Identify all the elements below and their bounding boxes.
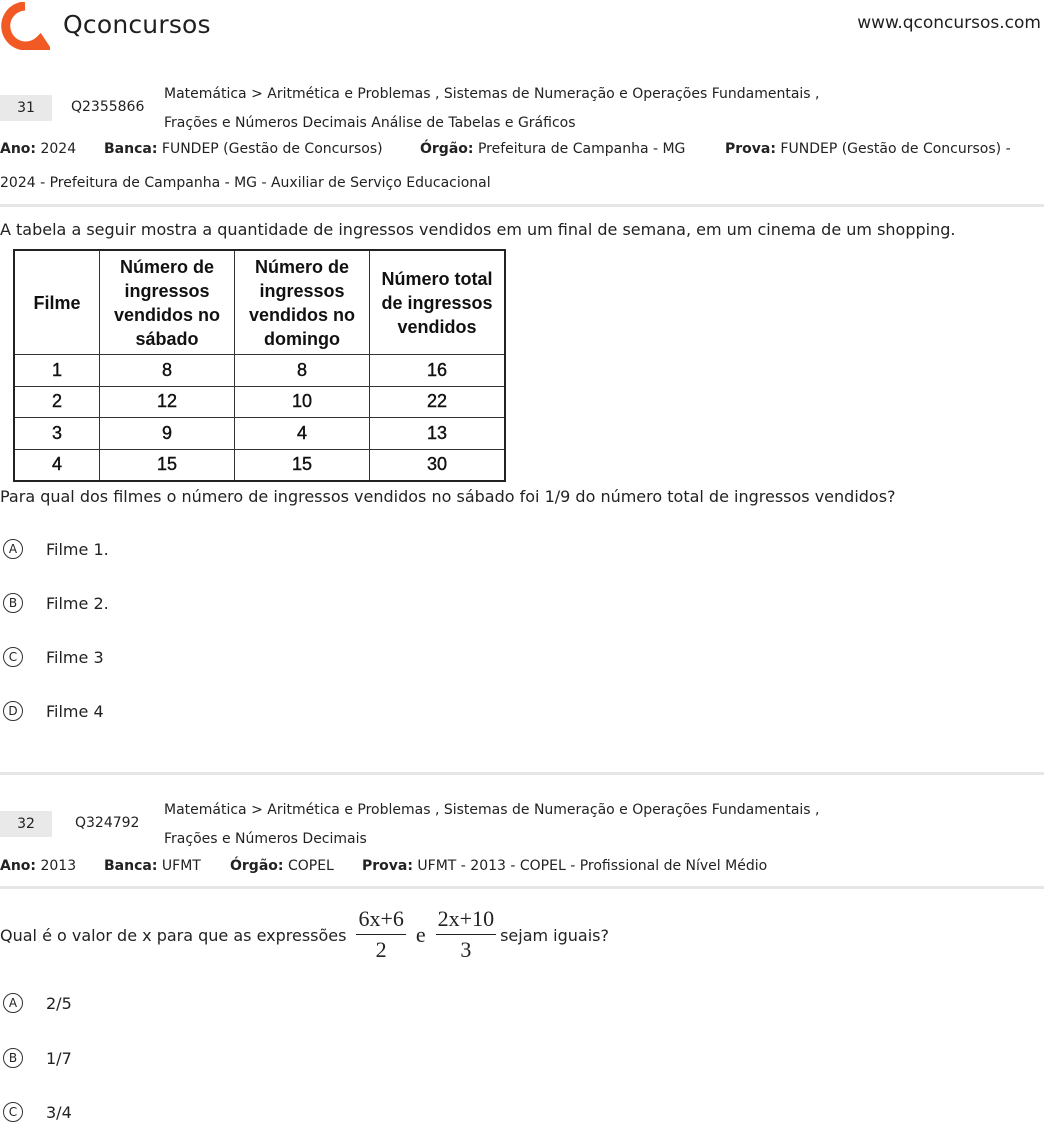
ano-value: 2024 [40,141,77,157]
ano-label: Ano: [0,141,37,157]
table-row [14,355,505,386]
table-cell: 3 [14,418,100,449]
divider [0,886,1044,889]
option-letter[interactable]: A [3,993,23,1013]
question-text-end: sejam iguais? [500,925,609,945]
banca-label: Banca: [104,858,158,874]
expression-2-denominator: 3 [460,936,472,962]
option-text[interactable]: 3/4 [46,1102,72,1122]
subject-line-2: Frações e Números Decimais Análise de Tabelas e Gráficos [164,115,576,131]
table-cell: 22 [370,386,506,417]
site-url[interactable]: www.qconcursos.com [857,13,1041,33]
question-id[interactable]: Q324792 [75,815,140,831]
expression-2-numerator: 2x+10 [436,906,496,935]
expression-2 [436,906,496,965]
table-cell: 2 [14,386,100,417]
question-subject [164,80,819,138]
subject-line-1: Matemática > Aritmética e Problemas , Sistemas de Numeração e Operações Fundamentais , [164,802,820,818]
prova-meta [725,141,1011,157]
prova-value-continued[interactable]: 2024 - Prefeitura de Campanha - MG - Auxiliar de Serviço Educacional [0,175,491,191]
table-header-cell: Número de ingressos vendidos no domingo [235,250,370,355]
option-text[interactable]: 2/5 [46,993,72,1013]
option-b[interactable] [0,1045,72,1071]
option-d[interactable] [0,698,104,724]
subject-line-1: Matemática > Aritmética e Problemas , Sistemas de Numeração e Operações Fundamentais , [164,86,820,102]
option-b[interactable] [0,590,109,616]
table-row [14,386,505,417]
subject-line-2: Frações e Números Decimais [164,831,367,847]
table-row [14,418,505,449]
prova-value[interactable]: UFMT - 2013 - COPEL - Profissional de Nível Médio [417,858,768,874]
table-cell: 12 [100,386,235,417]
prova-label: Prova: [362,858,413,874]
question-subject [164,796,819,854]
table-header-row [14,250,505,355]
table-cell: 16 [370,355,506,386]
question-meta [0,858,76,874]
question-text: Para qual dos filmes o número de ingressos vendidos no sábado foi 1/9 do número total de ingressos vendidos? [0,487,896,506]
option-a[interactable] [0,536,109,562]
orgao-label: Órgão: [230,858,284,874]
prova-meta [362,858,767,874]
question-text-start: Qual é o valor de x para que as expressões [0,925,347,945]
banca-meta [104,141,383,157]
option-letter[interactable]: B [3,1048,23,1068]
table-cell: 4 [235,418,370,449]
orgao-meta [230,858,334,874]
table-cell: 1 [14,355,100,386]
question-number: 31 [0,95,52,121]
question-meta [0,141,76,157]
orgao-value[interactable]: COPEL [287,858,334,874]
option-c[interactable] [0,644,104,670]
option-text[interactable]: Filme 3 [46,647,104,667]
banca-meta [104,858,201,874]
divider [0,204,1044,207]
question-separator [0,772,1044,775]
orgao-value[interactable]: Prefeitura de Campanha - MG [477,141,686,157]
tickets-table [13,249,506,482]
option-letter[interactable]: A [3,539,23,559]
table-cell: 4 [14,449,100,481]
prova-label: Prova: [725,141,776,157]
table-cell: 8 [100,355,235,386]
table-cell: 8 [235,355,370,386]
table-cell: 15 [235,449,370,481]
expression-1-numerator: 6x+6 [356,906,405,935]
orgao-meta [420,141,685,157]
question-number: 32 [0,811,52,837]
table-cell: 15 [100,449,235,481]
table-header-cell: Número de ingressos vendidos no sábado [100,250,235,355]
table-cell: 10 [235,386,370,417]
option-c[interactable] [0,1099,72,1125]
option-text[interactable]: 1/7 [46,1048,72,1068]
option-a[interactable] [0,990,72,1016]
expression-connector: e [415,922,426,947]
banca-label: Banca: [104,141,158,157]
ano-value: 2013 [40,858,77,874]
table-cell: 9 [100,418,235,449]
option-letter[interactable]: B [3,593,23,613]
option-text[interactable]: Filme 2. [46,593,109,613]
banca-value[interactable]: FUNDEP (Gestão de Concursos) [161,141,383,157]
option-letter[interactable]: D [3,701,23,721]
expression-1 [356,906,405,965]
qconcursos-logo-icon[interactable] [0,2,50,50]
expression-1-denominator: 2 [375,936,387,962]
question-intro: A tabela a seguir mostra a quantidade de ingressos vendidos em um final de semana, em um cinema de um shopping. [0,220,956,239]
option-letter[interactable]: C [3,1102,23,1122]
table-header-cell: Filme [14,250,100,355]
table-cell: 13 [370,418,506,449]
option-letter[interactable]: C [3,647,23,667]
ano-label: Ano: [0,858,37,874]
table-row [14,449,505,481]
table-cell: 30 [370,449,506,481]
prova-value[interactable]: FUNDEP (Gestão de Concursos) - [780,141,1011,157]
question-id[interactable]: Q2355866 [71,99,145,115]
orgao-label: Órgão: [420,141,474,157]
question-text [0,900,609,970]
option-text[interactable]: Filme 1. [46,539,109,559]
banca-value[interactable]: UFMT [161,858,201,874]
table-header-cell: Número total de ingressos vendidos [370,250,506,355]
option-text[interactable]: Filme 4 [46,701,104,721]
brand-name[interactable]: Qconcursos [63,10,211,39]
